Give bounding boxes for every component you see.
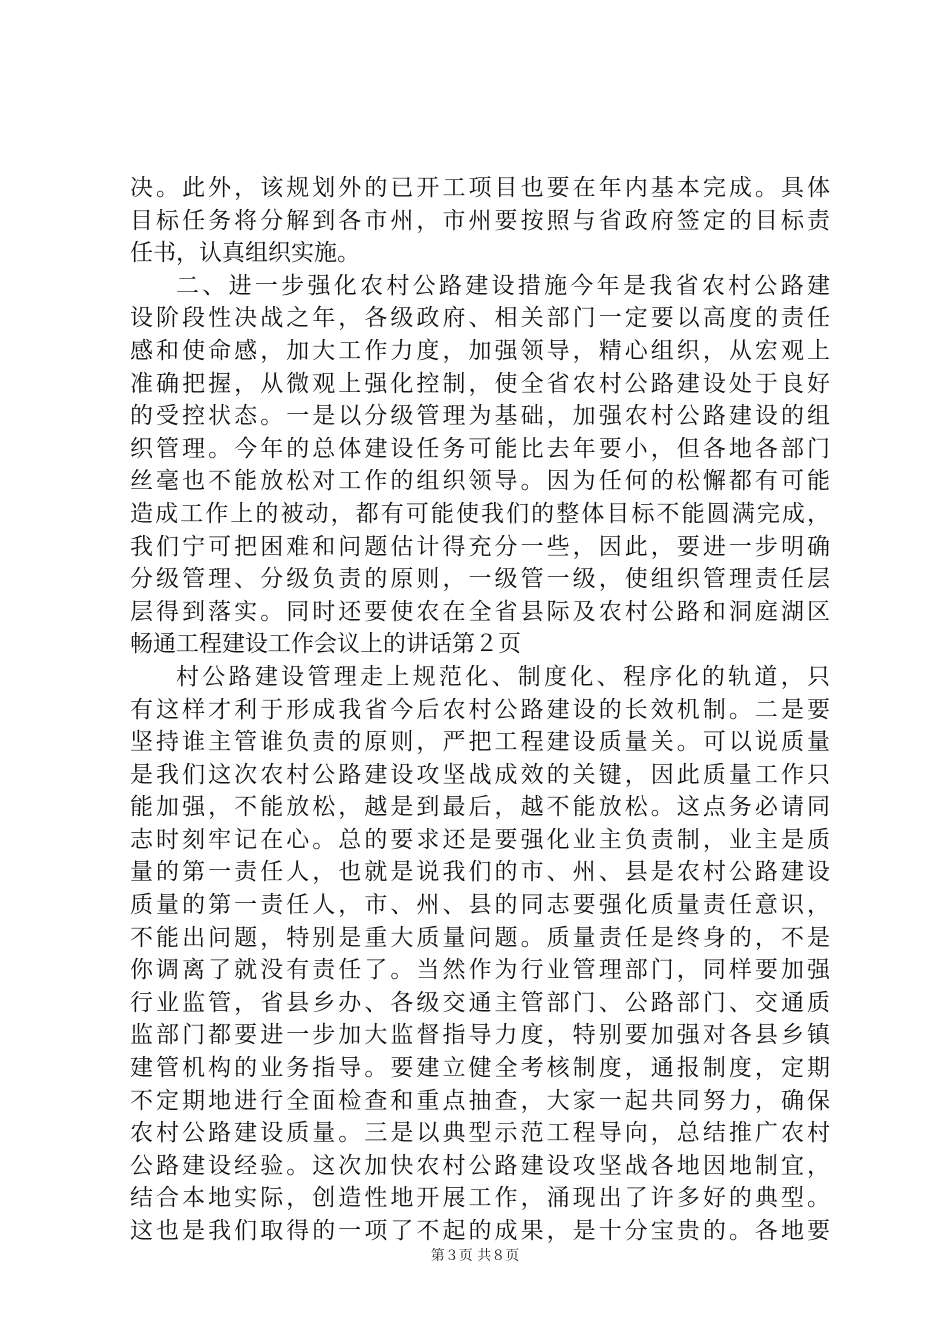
text-line: 设阶段性决战之年，各级政府、相关部门一定要以高度的责任 [130,305,830,332]
document-body [130,172,830,1248]
text-line: 这也是我们取得的一项了不起的成果，是十分宝贵的。各地要 [130,1218,830,1244]
text-line: 量的第一责任人，也就是说我们的市、州、县是农村公路建设 [130,859,830,886]
text-line: 畅通工程建设工作会议上的讲话第２页 [130,631,521,658]
text-line: 能加强，不能放松，越是到最后，越不能放松。这点务必请同 [130,794,830,821]
text-line: 感和使命感，加大工作力度，加强领导，精心组织，从宏观上 [130,337,830,364]
text-line: 公路建设经验。这次加快农村公路建设攻坚战各地因地制宜， [130,1152,830,1179]
text-line: 监部门都要进一步加大监督指导力度，特别要加强对各县乡镇 [130,1022,830,1049]
text-line: 结合本地实际，创造性地开展工作，涌现出了许多好的典型。 [130,1185,830,1212]
page-number-footer: 第３页 共８页 [430,1248,520,1264]
text-line: 造成工作上的被动，都有可能使我们的整体目标不能圆满完成， [130,500,830,527]
text-line: 志时刻牢记在心。总的要求还是要强化业主负责制，业主是质 [130,826,830,853]
text-line: 的受控状态。一是以分级管理为基础，加强农村公路建设的组 [130,403,830,430]
text-line: 层得到落实。同时还要使农在全省县际及农村公路和洞庭湖区 [130,598,830,625]
text-line: 我们宁可把困难和问题估计得充分一些，因此，要进一步明确 [130,533,830,560]
text-line: 有这样才利于形成我省今后农村公路建设的长效机制。二是要 [130,696,830,723]
text-line: 不能出问题，特别是重大质量问题。质量责任是终身的，不是 [130,924,830,951]
text-line: 坚持谁主管谁负责的原则，严把工程建设质量关。可以说质量 [130,729,830,756]
text-line: 织管理。今年的总体建设任务可能比去年要小，但各地各部门 [130,435,830,462]
text-line: 农村公路建设质量。三是以典型示范工程导向，总结推广农村 [130,1120,830,1147]
text-line: 不定期地进行全面检查和重点抽查，大家一起共同努力，确保 [130,1087,830,1114]
text-line: 目标任务将分解到各市州，市州要按照与省政府签定的目标责 [130,207,830,234]
text-line: 质量的第一责任人，市、州、县的同志要强化质量责任意识， [130,892,830,919]
text-line: 分级管理、分级负责的原则，一级管一级，使组织管理责任层 [130,566,830,593]
text-line: 行业监管，省县乡办、各级交通主管部门、公路部门、交通质 [130,989,830,1016]
text-line: 你调离了就没有责任了。当然作为行业管理部门，同样要加强 [130,957,830,984]
text-line: 丝毫也不能放松对工作的组织领导。因为任何的松懈都有可能 [130,468,830,495]
text-line: 决。此外，该规划外的已开工项目也要在年内基本完成。具体 [130,175,830,201]
text-line: 二、进一步强化农村公路建设措施今年是我省农村公路建 [176,272,830,299]
text-line: 村公路建设管理走上规范化、制度化、程序化的轨道，只 [176,663,830,690]
text-line: 建管机构的业务指导。要建立健全考核制度，通报制度，定期 [130,1055,830,1082]
text-line: 准确把握，从微观上强化控制，使全省农村公路建设处于良好 [130,370,830,397]
text-line: 是我们这次农村公路建设攻坚战成效的关键，因此质量工作只 [130,761,830,788]
text-line: 任书，认真组织实施。 [130,240,360,267]
